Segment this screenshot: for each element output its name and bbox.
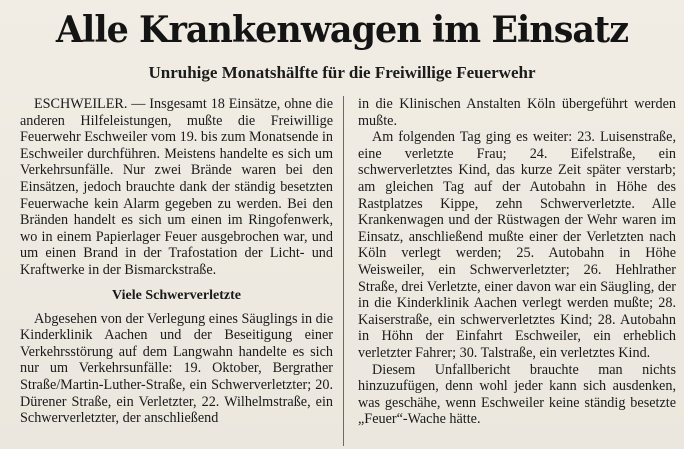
right-column <box>350 96 676 446</box>
right-paragraph-2: Am folgenden Tag ging es weiter: 23. Luisenstraße, eine verletzte Frau; 24. Eifelstraße, ein schwerverletztes Kind, das kurze Zeit später verstarb; am gleichen Tag auf der Autobahn in Höhe des Rastplatzes Kippe, zehn Schwerverletzte. Alle Krankenwagen und der Rüstwagen der Wehr waren im Einsatz, anschließend mußte einer der Verletzten nach Köln verlegt werden; 25. Autobahn in Höhe Weisweiler, ein Schwerverletzter; 26. Hehlrather Straße, drei Verletzte, einer davon war ein Säugling, der in die Kinderklinik Aachen verlegt werden mußte; 28. Kaiserstraße, ein schwerverletztes Kind; 28. Autobahn in Höhn der Einfahrt Eschweiler, ein erheblich verletzter Fahrer; 30. Talstraße, ein verletztes Kind. <box>358 129 676 361</box>
left-paragraph-1: ESCHWEILER. — Insgesamt 18 Einsätze, ohne die anderen Hilfeleistungen, mußte die Freiwillige Feuerwehr Eschweiler vom 19. bis zum Monatsende in Eschweiler durchführen. Meistens handelte es sich um Verkehrsunfälle. Nur zwei Brände waren bei den Einsätzen, jedoch brauchte dank der ständig besetzten Feuerwache kein Alarm gegeben zu werden. Bei den Bränden handelt es sich um einen im Ringofenwerk, wo in einem Papierlager Feuer ausgebrochen war, und um einen Brand in der Trafostation der Licht- und Kraftwerke in der Bismarckstraße. <box>20 96 333 278</box>
column-divider <box>343 96 344 446</box>
section-heading: Viele Schwerverletzte <box>112 287 241 303</box>
article-columns <box>20 96 676 446</box>
left-paragraph-2: Abgesehen von der Verlegung eines Säuglings in die Kinderklinik Aachen und der Beseitigung einer Verkehrsstörung auf dem Langwahn handelte es sich nur um Verkehrsunfälle: 19. Oktober, Bergrather Straße/Martin-Luther-Straße, ein Schwerverletzter; 20. Dürener Straße, ein Verletzter, 22. Wilhelmstraße, ein Schwerverletzter, der anschließend <box>20 310 333 427</box>
right-paragraph-1: in die Klinischen Anstalten Köln übergeführt werden mußte. <box>358 96 676 129</box>
left-column <box>20 96 343 446</box>
subheadline: Unruhige Monatshälfte für die Freiwillige Feuerwehr <box>148 63 536 82</box>
right-paragraph-3: Diesem Unfallbericht brauchte man nichts hinzuzufügen, denn wohl jeder kann sich ausdenken, was geschähe, wenn Eschweiler keine ständig besetzte „Feuer“-Wache hätte. <box>358 361 676 428</box>
headline: Alle Krankenwagen im Einsatz <box>55 9 629 51</box>
